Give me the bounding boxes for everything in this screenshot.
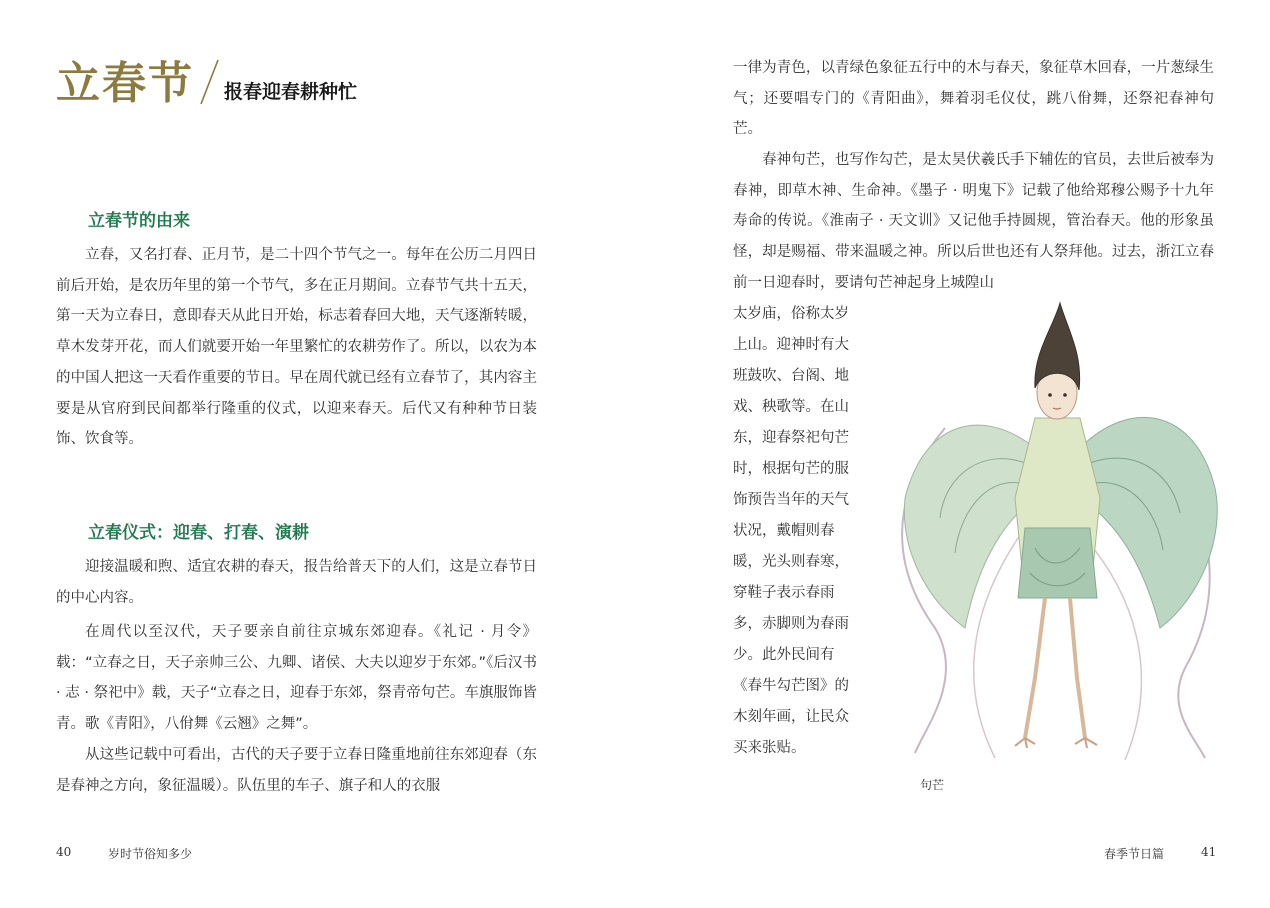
- chapter-title: [56, 56, 456, 116]
- narrow-line: 时，根据句芒的服: [733, 461, 849, 477]
- title-slash-divider: [198, 58, 220, 106]
- page-number-left: 40: [56, 845, 72, 859]
- chapter-title-main: 立春节: [56, 58, 194, 109]
- narrow-line: 戏、秧歌等。在山: [733, 399, 849, 415]
- section-heading-ritual: 立春仪式：迎春、打春、演耕: [88, 523, 309, 543]
- narrow-line: 《春牛勾芒图》的: [733, 678, 849, 694]
- ritual-paragraph-2: 在周代以至汉代，天子要亲自前往京城东郊迎春。《礼记 · 月令》载：“立春之日，天子亲帅三公、九卿、诸侯、大夫以迎岁于东郊。”《后汉书 · 志 · 祭祀中》载，天子“立春之日，迎春于东郊，祭青帝句芒。车旗服饰皆青。歌《青阳》，八佾舞《云翘》之舞”。: [56, 624, 537, 733]
- section-heading-origin: 立春节的由来: [88, 211, 190, 231]
- narrow-line: 木刻年画，让民众: [733, 709, 849, 725]
- narrow-line: 穿鞋子表示春雨: [733, 585, 835, 601]
- narrow-line: 班鼓吹、台阁、地: [733, 368, 849, 384]
- ritual-paragraph-1: 迎接温暖和煦、适宜农耕的春天，报告给普天下的人们，这是立春节日的中心内容。: [56, 559, 537, 606]
- goumang-paragraph: 春神句芒，也写作勾芒，是太昊伏羲氏手下辅佐的官员，去世后被奉为春神，即草木神、生命神。《墨子 · 明鬼下》记载了他给郑穆公赐予十九年寿命的传说。《淮南子 · 天文训》又记他手持圆规，管治春天。他的形象虽怪，却是赐福、带来温暖之神。所以后世也还有人祭拜他。过去，浙江立春前一日迎春时，要请句芒神起身上城隍山: [733, 152, 1214, 291]
- chapter-subtitle: 报春迎春耕种忙: [224, 81, 358, 103]
- narrow-line: 多，赤脚则为春雨: [733, 616, 849, 632]
- narrow-line: 饰预告当年的天气: [733, 492, 849, 508]
- narrow-line: 暖，光头则春寒，: [733, 554, 849, 570]
- book-title-footer: 岁时节俗知多少: [108, 847, 193, 861]
- narrow-line: 东，迎春祭祀句芒: [733, 430, 849, 446]
- illustration-caption: 句芒: [920, 778, 945, 792]
- right-page: [635, 0, 1270, 908]
- narrow-line: 状况，戴帽则春: [733, 523, 835, 539]
- narrow-line: 少。此外民间有: [733, 647, 835, 663]
- origin-paragraph: 立春，又名打春、正月节，是二十四个节气之一。每年在公历二月四日前后开始，是农历年里的第一个节气，多在正月期间。立春节气共十五天，第一天为立春日，意即春天从此日开始，标志着春回大地，天气逐渐转暖，草木发芽开花，而人们就要开始一年里繁忙的农耕劳作了。所以，以农为本的中国人把这一天看作重要的节日。早在周代就已经有立春节了，其内容主要是从官府到民间都举行隆重的仪式，以迎来春天。后代又有种种节日装饰、饮食等。: [56, 247, 537, 448]
- section-title-footer: 春季节日篇: [1104, 847, 1165, 861]
- narrow-line: 太岁庙，俗称太岁: [733, 306, 849, 322]
- narrow-line: 买来张贴。: [733, 740, 806, 756]
- continued-paragraph: 一律为青色，以青绿色象征五行中的木与春天，象征草木回春，一片葱绿生气；还要唱专门的《青阳曲》，舞着羽毛仪仗，跳八佾舞，还祭祀春神句芒。: [733, 60, 1214, 138]
- ritual-paragraph-3: 从这些记载中可看出，古代的天子要于立春日隆重地前往东郊迎春（东是春神之方向，象征温暖）。队伍里的车子、旗子和人的衣服: [56, 747, 537, 794]
- goumang-illustration: [885, 298, 1230, 768]
- page-number-right: 41: [1201, 845, 1217, 859]
- narrow-line: 上山。迎神时有大: [733, 337, 849, 353]
